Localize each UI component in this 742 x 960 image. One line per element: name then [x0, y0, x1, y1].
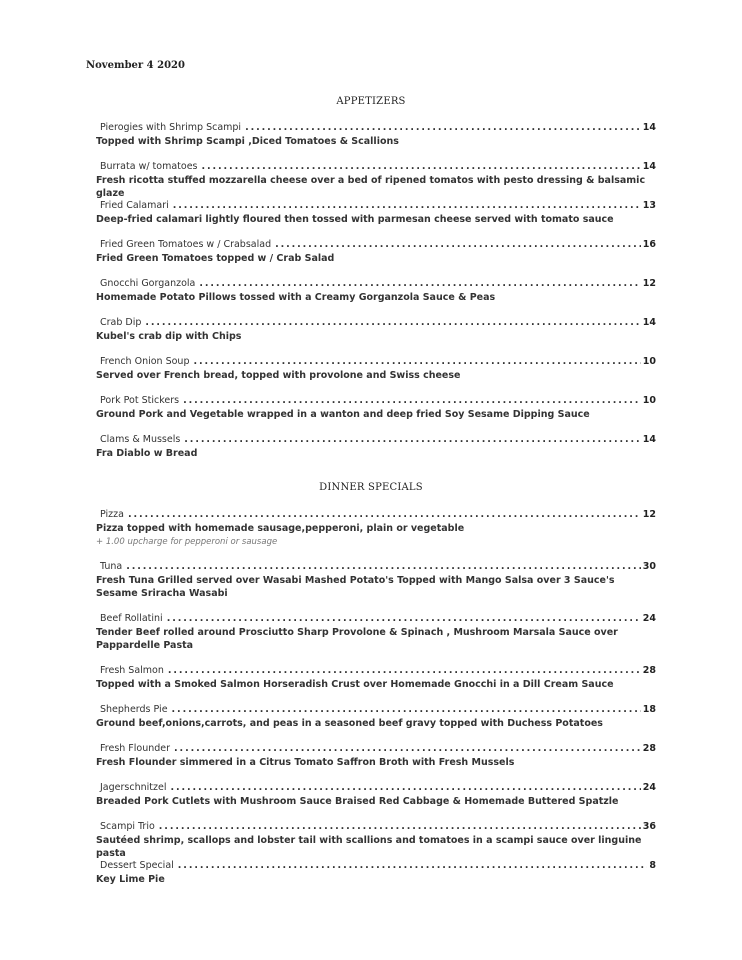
leader-dots [183, 394, 641, 407]
menu-item-description: Topped with Shrimp Scampi ,Diced Tomatoes & Scallions [96, 136, 399, 147]
menu-item-name: Pierogies with Shrimp Scampi [100, 122, 242, 133]
leader-dots [128, 508, 641, 521]
leader-dots [275, 238, 641, 251]
menu-item [96, 160, 656, 200]
menu-item-name: Pizza [100, 509, 124, 520]
menu-item-header [96, 277, 656, 290]
menu-item-price: 36 [642, 821, 656, 832]
menu-item-header [96, 560, 656, 573]
menu-item-description: Fresh Tuna Grilled served over Wasabi Mashed Potato's Topped with Mango Salsa over 3 Sauce's Sesame Sriracha Wasabi [96, 575, 615, 599]
menu-item [96, 781, 656, 808]
menu-item-name: Fresh Flounder [100, 743, 171, 754]
menu-item-price: 13 [642, 200, 656, 211]
menu-item-description: Tender Beef rolled around Prosciutto Sharp Provolone & Spinach , Mushroom Marsala Sauce over Pappardelle Pasta [96, 627, 618, 651]
menu-item [96, 560, 656, 600]
menu-item-price: 10 [642, 395, 656, 406]
menu-item-description: Fresh ricotta stuffed mozzarella cheese over a bed of ripened tomatos with pesto dressing & balsamic glaze [96, 175, 646, 199]
leader-dots [199, 277, 640, 290]
menu-item-price: 10 [642, 356, 656, 367]
menu-item-header [96, 355, 656, 368]
menu-item [96, 394, 656, 421]
menu-item-header [96, 238, 656, 251]
menu-date: November 4 2020 [86, 60, 185, 71]
menu-item-name: Fried Calamari [100, 200, 169, 211]
menu-item [96, 859, 656, 886]
menu-item [96, 508, 656, 548]
menu-item-description: Deep-fried calamari lightly floured then tossed with parmesan cheese served with tomato sauce [96, 214, 614, 225]
menu-item [96, 664, 656, 691]
menu-item-header [96, 820, 656, 833]
leader-dots [126, 560, 641, 573]
menu-item-price: 24 [642, 782, 656, 793]
leader-dots [168, 664, 641, 677]
menu-item-price: 8 [649, 860, 656, 871]
menu-item-name: Gnocchi Gorganzola [100, 278, 196, 289]
menu-item-name: Jagerschnitzel [100, 782, 167, 793]
menu-item-price: 30 [642, 561, 656, 572]
leader-dots [172, 703, 641, 716]
leader-dots [170, 781, 640, 794]
menu-item-name: Fresh Salmon [100, 665, 164, 676]
menu-item-description: Pizza topped with homemade sausage,pepperoni, plain or vegetable [96, 523, 465, 534]
leader-dots [178, 859, 648, 872]
menu-item-name: Scampi Trio [100, 821, 155, 832]
leader-dots [174, 742, 641, 755]
menu-item-header [96, 316, 656, 329]
menu-item-name: Shepherds Pie [100, 704, 168, 715]
menu-item-name: Crab Dip [100, 317, 142, 328]
menu-item-header [96, 199, 656, 212]
menu-item [96, 433, 656, 460]
menu-item-price: 16 [642, 239, 656, 250]
menu-item-header [96, 703, 656, 716]
menu-item-description: Breaded Pork Cutlets with Mushroom Sauce Braised Red Cabbage & Homemade Buttered Spatzle [96, 796, 619, 807]
menu-item-price: 14 [642, 434, 656, 445]
section-title-dinner-specials: DINNER SPECIALS [319, 482, 423, 493]
menu-item-name: Pork Pot Stickers [100, 395, 180, 406]
menu-item-price: 14 [642, 122, 656, 133]
menu-item-header [96, 859, 656, 872]
menu-item-description: Homemade Potato Pillows tossed with a Creamy Gorganzola Sauce & Peas [96, 292, 496, 303]
menu-item-header [96, 160, 656, 173]
menu-item-header [96, 508, 656, 521]
menu-item-header [96, 433, 656, 446]
menu-item [96, 820, 656, 860]
menu-item-description: Fra Diablo w Bread [96, 448, 198, 459]
menu-item-description: Topped with a Smoked Salmon Horseradish Crust over Homemade Gnocchi in a Dill Cream Sauce [96, 679, 614, 690]
leader-dots [167, 612, 641, 625]
menu-item-price: 14 [642, 317, 656, 328]
menu-item-description: Fresh Flounder simmered in a Citrus Tomato Saffron Broth with Fresh Mussels [96, 757, 515, 768]
menu-item [96, 742, 656, 769]
leader-dots [145, 316, 640, 329]
leader-dots [159, 820, 641, 833]
section-title-appetizers: APPETIZERS [336, 96, 406, 107]
menu-item-name: Beef Rollatini [100, 613, 163, 624]
menu-item [96, 121, 656, 148]
menu-item-description: Kubel's crab dip with Chips [96, 331, 242, 342]
menu-item-note: + 1.00 upcharge for pepperoni or sausage [96, 537, 278, 547]
menu-item [96, 316, 656, 343]
menu-item [96, 199, 656, 226]
menu-item [96, 238, 656, 265]
menu-item [96, 703, 656, 730]
leader-dots [173, 199, 641, 212]
menu-item-description: Ground Pork and Vegetable wrapped in a wanton and deep fried Soy Sesame Dipping Sauce [96, 409, 590, 420]
menu-item-description: Key Lime Pie [96, 874, 165, 885]
menu-item-name: Tuna [100, 561, 123, 572]
menu-item-name: Fried Green Tomatoes w / Crabsalad [100, 239, 272, 250]
menu-item [96, 355, 656, 382]
menu-item-description: Served over French bread, topped with provolone and Swiss cheese [96, 370, 461, 381]
menu-item-description: Ground beef,onions,carrots, and peas in a seasoned beef gravy topped with Duchess Potatoes [96, 718, 603, 729]
menu-item-name: Dessert Special [100, 860, 174, 871]
menu-item-price: 12 [642, 509, 656, 520]
leader-dots [202, 160, 641, 173]
menu-item [96, 612, 656, 652]
menu-item-name: Burrata w/ tomatoes [100, 161, 198, 172]
menu-item [96, 277, 656, 304]
menu-item-header [96, 612, 656, 625]
menu-item-description: Fried Green Tomatoes topped w / Crab Salad [96, 253, 335, 264]
menu-item-header [96, 781, 656, 794]
menu-item-price: 18 [642, 704, 656, 715]
menu-item-description: Sautéed shrimp, scallops and lobster tail with scallions and tomatoes in a scampi sauce over linguine pasta [96, 835, 642, 859]
leader-dots [184, 433, 640, 446]
menu-item-header [96, 394, 656, 407]
menu-item-name: Clams & Mussels [100, 434, 181, 445]
leader-dots [245, 121, 641, 134]
menu-item-price: 28 [642, 665, 656, 676]
menu-item-price: 28 [642, 743, 656, 754]
menu-item-header [96, 121, 656, 134]
menu-item-price: 24 [642, 613, 656, 624]
leader-dots [194, 355, 641, 368]
menu-item-header [96, 664, 656, 677]
menu-item-name: French Onion Soup [100, 356, 190, 367]
menu-item-price: 14 [642, 161, 656, 172]
menu-item-header [96, 742, 656, 755]
menu-item-price: 12 [642, 278, 656, 289]
